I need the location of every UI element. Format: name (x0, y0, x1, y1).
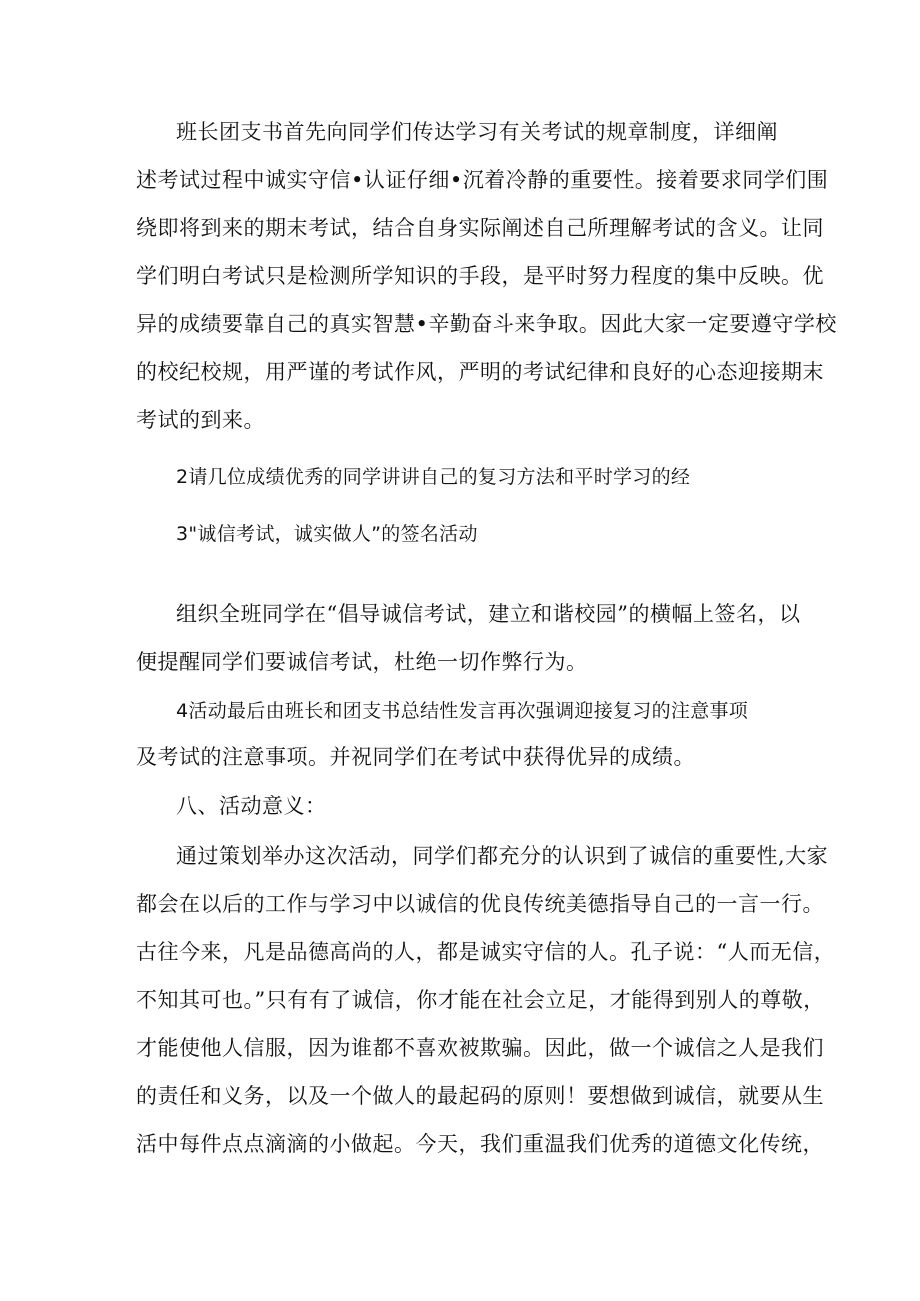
list-item-2: 2请几位成绩优秀的同学讲讲自己的复习方法和平时学习的经 (176, 466, 691, 488)
paragraph-line: 异的成绩要靠自己的真实智慧•辛勤奋斗来争取。因此大家一定要遵守学校 (136, 312, 837, 336)
section-heading: 八、活动意义： (176, 794, 327, 818)
paragraph-line: 活中每件点点滴滴的小做起。今天，我们重温我们优秀的道德文化传统， (136, 1132, 824, 1156)
paragraph-line: 都会在以后的工作与学习中以诚信的优良传统美德指导自己的一言一行。 (136, 892, 824, 916)
paragraph-line: 的校纪校规，用严谨的考试作风，严明的考试纪律和良好的心态迎接期末 (136, 360, 824, 384)
paragraph-line: 古往今来，凡是品德高尚的人，都是诚实守信的人。孔子说：“人而无信， (136, 940, 836, 964)
list-item-4: 4活动最后由班长和团支书总结性发言再次强调迎接复习的注意事项 (176, 700, 749, 722)
paragraph-line: 的责任和义务，以及一个做人的最起码的原则！要想做到诚信，就要从生 (136, 1084, 824, 1108)
paragraph-line: 才能使他人信服，因为谁都不喜欢被欺骗。因此，做一个诚信之人是我们 (136, 1036, 824, 1060)
paragraph-line: 及考试的注意事项。并祝同学们在考试中获得优异的成绩。 (136, 745, 695, 769)
paragraph-line: 考试的到来。 (136, 408, 265, 432)
paragraph-line: 述考试过程中诚实守信•认证仔细•沉着冷静的重要性。接着要求同学们围 (136, 168, 829, 192)
paragraph-line: 绕即将到来的期末考试，结合自身实际阐述自己所理解考试的含义。让同 (136, 216, 824, 240)
paragraph-line: 不知其可也。”只有有了诚信，你才能在社会立足，才能得到别人的尊敬， (136, 988, 825, 1012)
paragraph-line: 班长团支书首先向同学们传达学习有关考试的规章制度，详细阐 (176, 120, 778, 144)
paragraph-line: 组织全班同学在“倡导诚信考试，建立和谐校园”的横幅上签名，以 (176, 602, 801, 626)
paragraph-line: 通过策划举办这次活动，同学们都充分的认识到了诚信的重要性,大家 (176, 844, 829, 868)
list-item-3: 3"诚信考试，诚实做人”的签名活动 (176, 523, 478, 545)
paragraph-line: 便提醒同学们要诚信考试，杜绝一切作弊行为。 (136, 650, 588, 674)
paragraph-line: 学们明白考试只是检测所学知识的手段，是平时努力程度的集中反映。优 (136, 264, 824, 288)
